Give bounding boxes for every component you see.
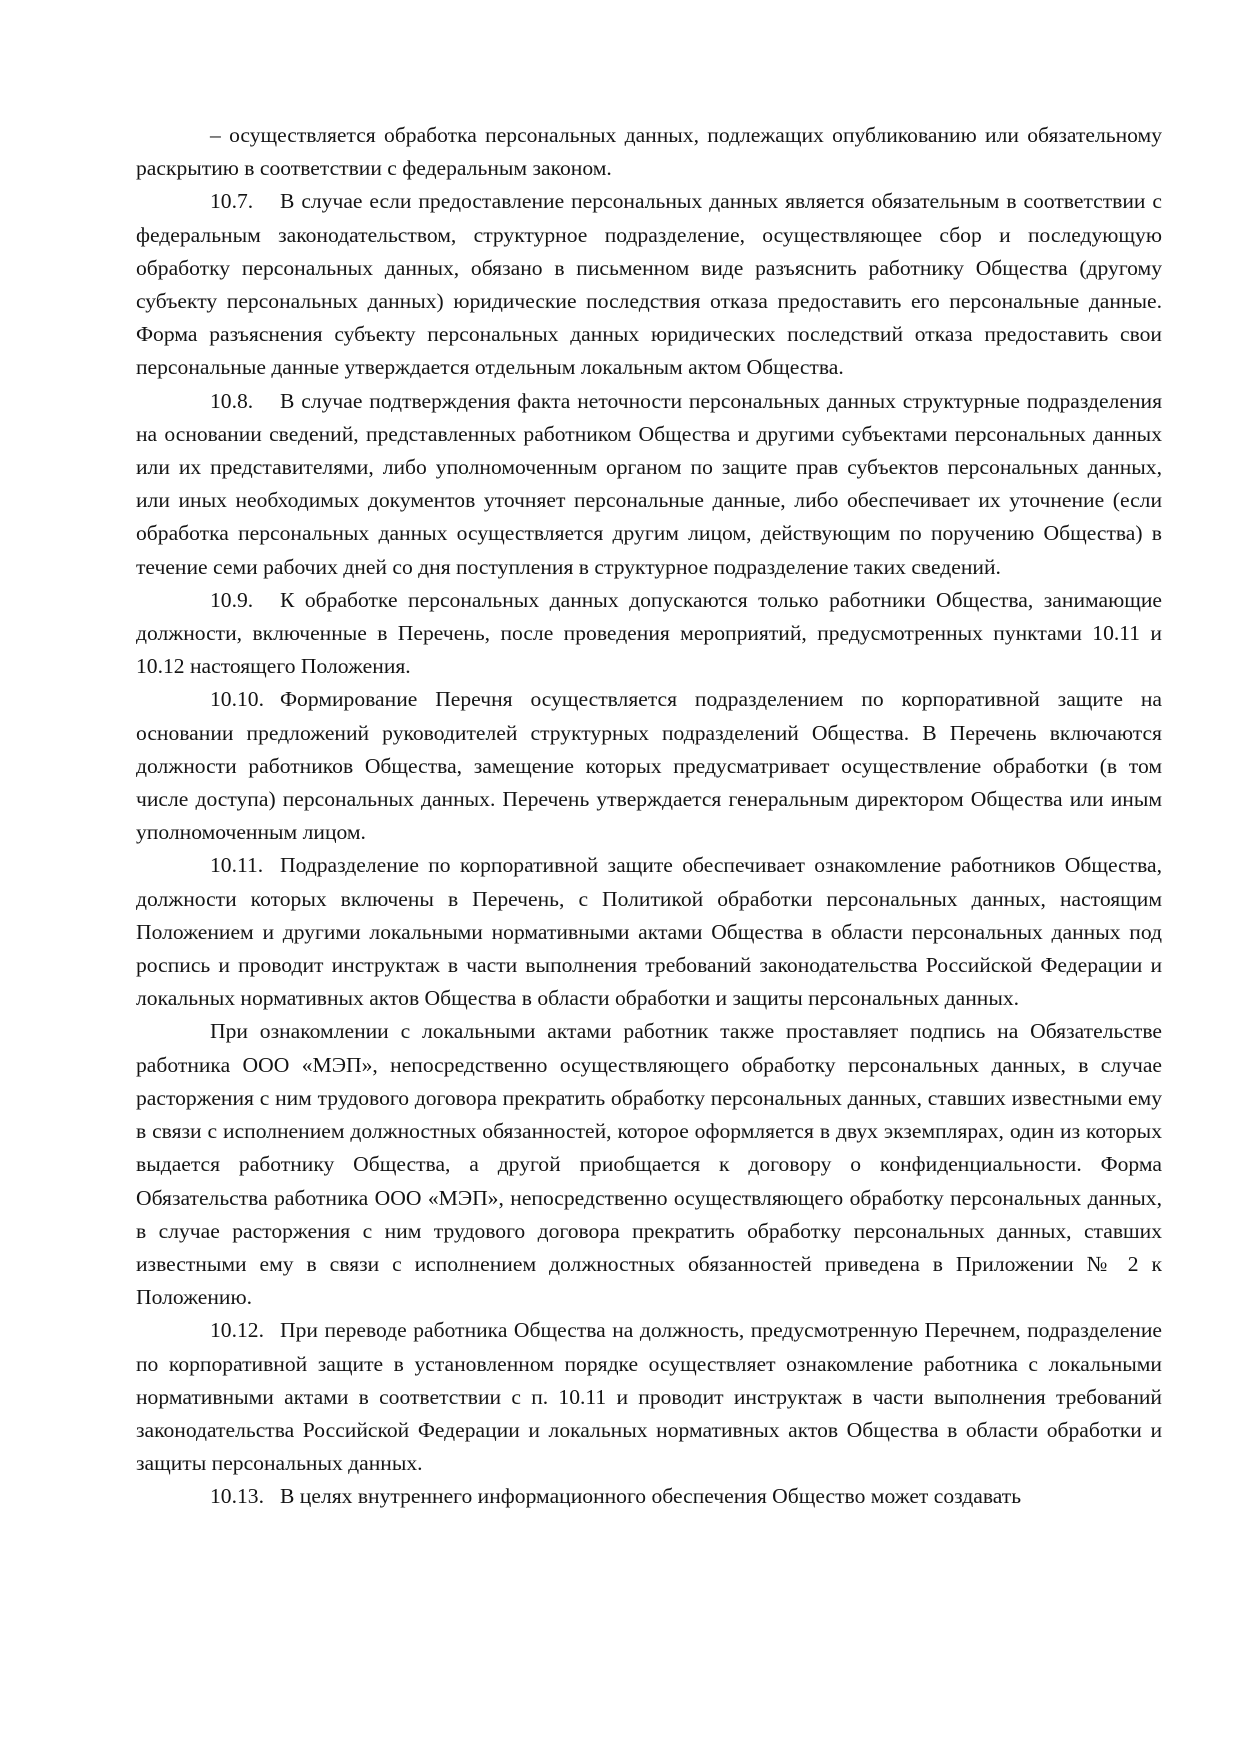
paragraph-text: В случае если предоставление персональных данных является обязательным в соответствии с федеральным законодательством, структурное подразделение, осуществляющее сбор и последующую обработку персональных данных, обязано в письменном виде разъяснить работнику Общества (другому субъекту персональных данных) юридические последствия отказа предоставить его персональные данные. Форма разъяснения субъекту персональных данных юридических последствий отказа предоставить свои персональные данные утверждается отдельным локальным актом Общества. — [136, 189, 1162, 380]
paragraph-text: Формирование Перечня осуществляется подразделением по корпоративной защите на основании предложений руководителей структурных подразделений Общества. В Перечень включаются должности работников Общества, замещение которых предусматривает осуществление обработки (в том числе доступа) персональных данных. Перечень утверждается генеральным директором Общества или иным уполномоченным лицом. — [136, 687, 1162, 845]
paragraph-text: В целях внутреннего информационного обеспечения Общество может создавать — [280, 1484, 1022, 1509]
paragraph-number: 10.12. — [210, 1318, 264, 1343]
paragraph-10-11 — [136, 849, 1162, 1015]
paragraph-obligation — [136, 1015, 1162, 1314]
paragraph-text: В случае подтверждения факта неточности персональных данных структурные подразделения на основании сведений, представленных работником Общества и другими субъектами персональных данных или их представителями, либо уполномоченным органом по защите прав субъектов персональных данных, или иных необходимых документов уточняет персональные данные, либо обеспечивает их уточнение (если обработка персональных данных осуществляется другим лицом, действующим по поручению Общества) в течение семи рабочих дней со дня поступления в структурное подразделение таких сведений. — [136, 388, 1162, 579]
document-page — [136, 119, 1162, 1514]
paragraph-publication-clause — [136, 119, 1162, 185]
paragraph-number: 10.10. — [210, 687, 264, 712]
paragraph-text: Подразделение по корпоративной защите обеспечивает ознакомление работников Общества, должности которых включены в Перечень, с Политикой обработки персональных данных, настоящим Положением и другими локальными нормативными актами Общества в области персональных данных под роспись и проводит инструктаж в части выполнения требований законодательства Российской Федерации и локальных нормативных актов Общества в области обработки и защиты персональных данных. — [136, 853, 1162, 1011]
paragraph-number: 10.8. — [210, 388, 254, 413]
paragraph-number: 10.9. — [210, 587, 254, 612]
paragraph-10-12 — [136, 1314, 1162, 1480]
paragraph-10-13 — [136, 1480, 1162, 1513]
paragraph-number: 10.7. — [210, 189, 254, 214]
paragraph-10-9 — [136, 584, 1162, 684]
paragraph-10-7 — [136, 185, 1162, 384]
paragraph-number: 10.11. — [210, 853, 264, 878]
paragraph-10-8 — [136, 385, 1162, 584]
paragraph-text: При переводе работника Общества на должность, предусмотренную Перечнем, подразделение по корпоративной защите в установленном порядке осуществляет ознакомление работника с локальными нормативными актами в соответствии с п. 10.11 и проводит инструктаж в части выполнения требований законодательства Российской Федерации и локальных нормативных актов Общества в области обработки и защиты персональных данных. — [136, 1318, 1162, 1476]
paragraph-number: 10.13. — [210, 1484, 264, 1509]
paragraph-text: При ознакомлении с локальными актами работник также проставляет подпись на Обязательстве работника ООО «МЭП», непосредственно осуществляющего обработку персональных данных, в случае расторжения с ним трудового договора прекратить обработку персональных данных, ставших известными ему в связи с исполнением должностных обязанностей, которое оформляется в двух экземплярах, один из которых выдается работнику Общества, а другой приобщается к договору о конфиденциальности. Форма Обязательства работника ООО «МЭП», непосредственно осуществляющего обработку персональных данных, в случае расторжения с ним трудового договора прекратить обработку персональных данных, ставших известными ему в связи с исполнением должностных обязанностей приведена в Приложении № 2 к Положению. — [136, 1019, 1162, 1310]
paragraph-10-10 — [136, 683, 1162, 849]
paragraph-text: К обработке персональных данных допускаются только работники Общества, занимающие должности, включенные в Перечень, после проведения мероприятий, предусмотренных пунктами 10.11 и 10.12 настоящего Положения. — [136, 587, 1162, 679]
paragraph-text: – осуществляется обработка персональных данных, подлежащих опубликованию или обязательному раскрытию в соответствии с федеральным законом. — [136, 123, 1162, 181]
